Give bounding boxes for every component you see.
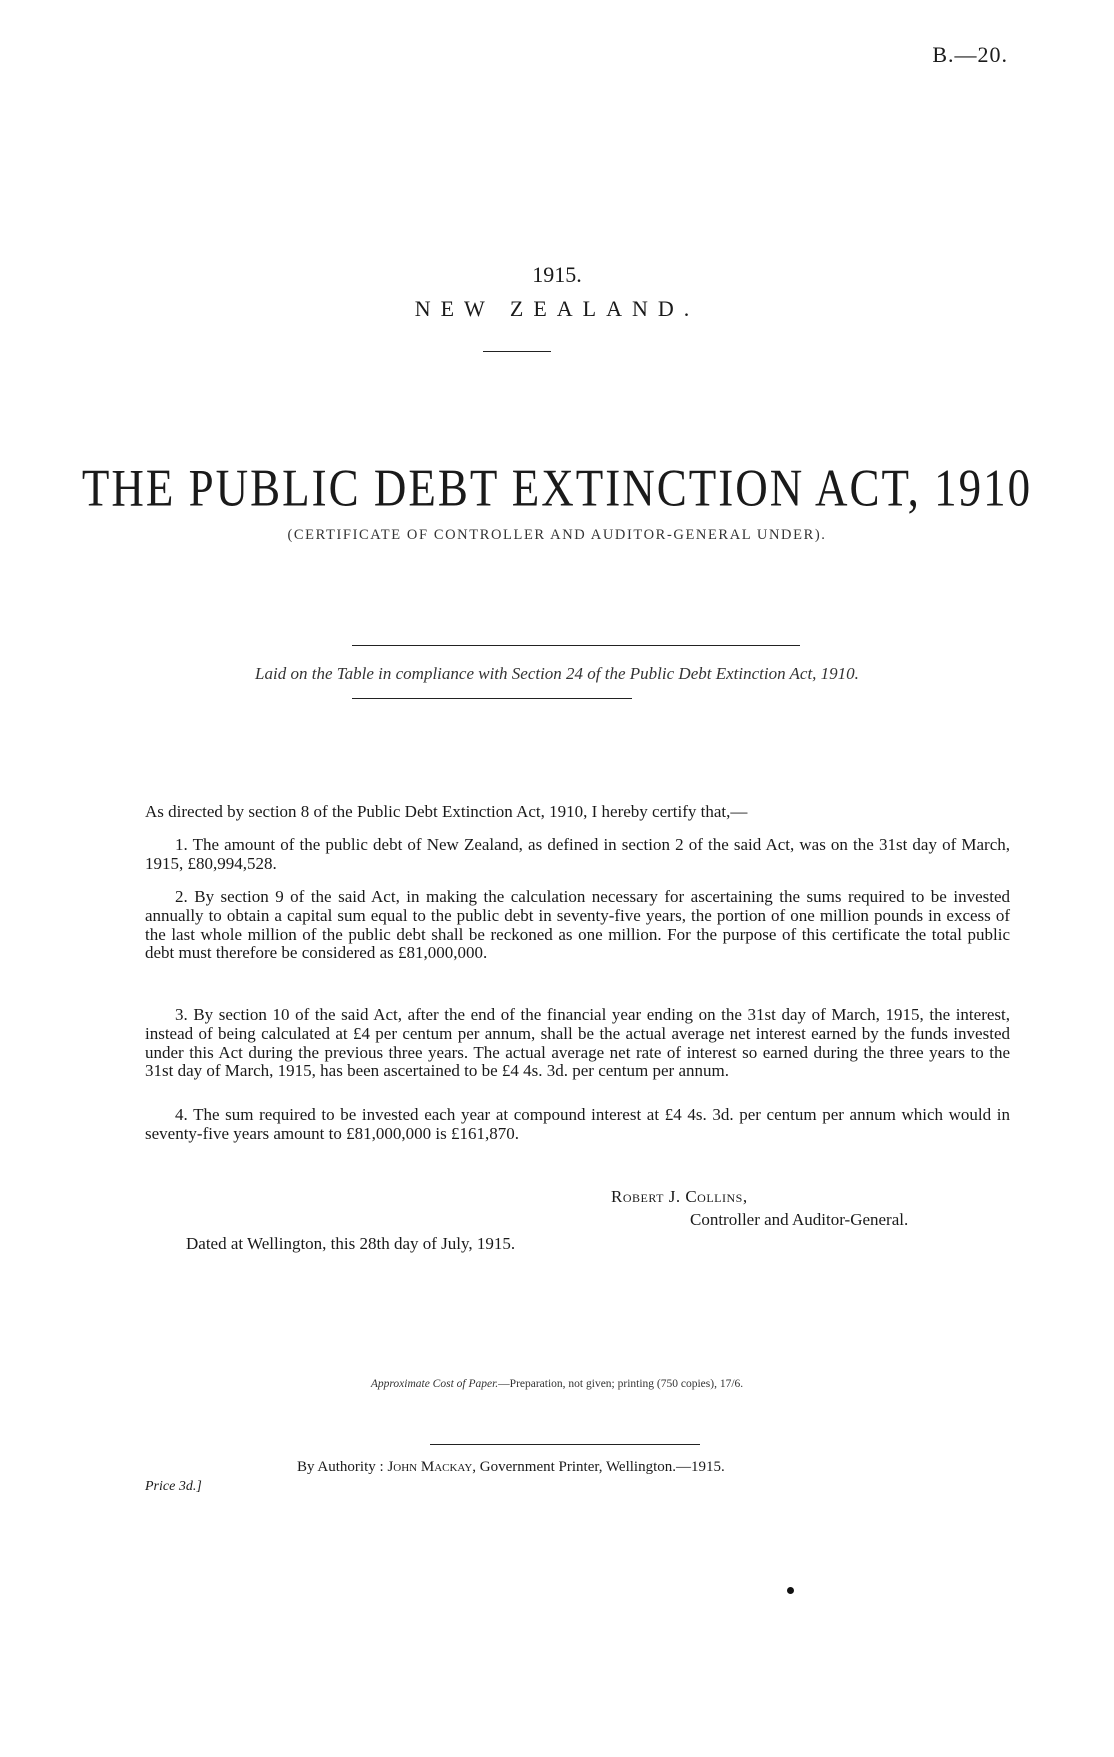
country-heading: NEW ZEALAND. (414, 296, 700, 321)
printer-authority-line (297, 1459, 725, 1476)
cost-note-label: Approximate Cost of Paper. (370, 1378, 499, 1390)
authority-suffix: Government Printer, Wellington.—1915. (479, 1459, 725, 1475)
paragraph-3: 3. By section 10 of the said Act, after the end of the financial year ending on the 31st day of March, 1915, the interest, instead of being calculated at £4 per centum per annum, shall be the actual average net interest earned by the funds invested under this Act during the previous three years. The actual average net rate of interest so earned during the three years to the 31st day of March, 1915, has been ascertained to be £4 4s. 3d. per centum per annum. (145, 1005, 1010, 1081)
printer-name: John Mackay, (387, 1459, 477, 1475)
act-subtitle: (CERTIFICATE OF CONTROLLER AND AUDITOR-GENERAL UNDER). (287, 527, 827, 543)
paragraph-2: 2. By section 9 of the said Act, in making the calculation necessary for ascertaining the sums required to be invested annually to obtain a capital sum equal to the public debt in seventy-five years, the portion of one million pounds in excess of the last whole million of the public debt shall be reckoned as one million. For the purpose of this certificate the total public debt must therefore be considered as £81,000,000. (145, 887, 1010, 963)
page-reference: B.—20. (932, 42, 1008, 67)
cost-note-text: —Preparation, not given; printing (750 copies), 17/6. (498, 1378, 744, 1390)
footer-rule (430, 1444, 700, 1445)
laid-note-bottom-rule (352, 698, 632, 699)
signatory-title: Controller and Auditor-General. (690, 1210, 909, 1229)
laid-note-top-rule (352, 645, 800, 646)
heading-divider (483, 351, 551, 352)
laid-on-table-note: Laid on the Table in compliance with Section 24 of the Public Debt Extinction Act, 1910. (255, 664, 859, 683)
act-title: THE PUBLIC DEBT EXTINCTION ACT, 1910 (81, 458, 1033, 518)
cost-note (0, 1378, 1114, 1390)
authority-prefix: By Authority : (297, 1459, 384, 1475)
year-heading: 1915. (532, 262, 582, 287)
signatory-name: Robert J. Collins, (611, 1187, 748, 1206)
paragraph-4: 4. The sum required to be invested each year at compound interest at £4 4s. 3d. per centum per annum which would in seventy-five years amount to £81,000,000 is £161,870. (145, 1105, 1010, 1143)
paragraph-1: 1. The amount of the public debt of New Zealand, as defined in section 2 of the said Act, was on the 31st day of March, 1915, £80,994,528. (145, 835, 1010, 873)
certificate-intro: As directed by section 8 of the Public Debt Extinction Act, 1910, I hereby certify that,— (145, 802, 748, 821)
ink-dot (787, 1587, 794, 1594)
dated-line: Dated at Wellington, this 28th day of July, 1915. (186, 1234, 516, 1253)
price-label: Price 3d.] (145, 1479, 202, 1494)
